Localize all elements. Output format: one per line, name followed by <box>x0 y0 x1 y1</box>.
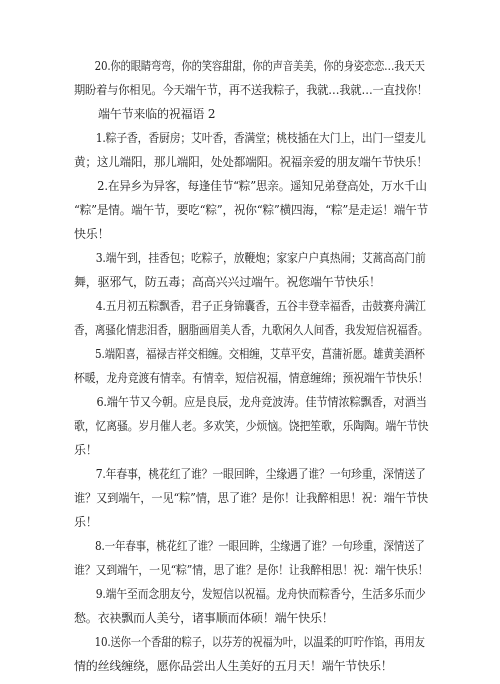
text-line: 5.端阳喜，福禄吉祥交相缠。交相缠，艾草平安，菖蒲祈愿。雄黄美酒杯 <box>95 347 425 361</box>
text-line: 谁？又到端午，一见“粽”情，思了谁？是你！让我醉相思！祝：端午节快 <box>74 491 428 505</box>
text-line: 杯暖，龙舟竞渡有情幸。有情幸，短信祝福，情意缠绵；预祝端午节快乐！ <box>74 371 429 385</box>
text-line: 乐！ <box>74 443 98 457</box>
text-line: 20.你的眼睛弯弯，你的笑容甜甜，你的声音美美，你的身姿恋恋…我天天 <box>94 59 425 73</box>
text-line: 黄；这儿端阳，那儿端阳，处处都端阳。祝福亲爱的朋友端午节快乐！ <box>74 155 428 169</box>
text-line: 期盼着与你相见。今天端午节，再不送我粽子，我就…我就…一直找你！ <box>74 83 428 97</box>
text-line: 快乐！ <box>74 227 110 241</box>
text-line: 10.送你一个香甜的粽子，以芬芳的祝福为叶，以温柔的叮咛作馅，再用友 <box>94 635 425 649</box>
text-line: 8.一年春事，桃花红了谁？一眼回眸，尘缘遇了谁？一句珍重，深情送了 <box>95 539 425 553</box>
text-line: 9.端午至而念朋友兮，发短信以祝福。龙舟快而粽香兮，生活多乐而少 <box>95 587 426 601</box>
text-line: 情的丝线缠绕，愿你品尝出人生美好的五月天！端午节快乐！ <box>74 659 393 673</box>
section-heading: 端午节来临的祝福语 2 <box>98 107 216 121</box>
article-body <box>74 60 428 684</box>
text-line: 6.端午节又今朝。应是良辰，龙舟竞波涛。佳节情浓粽飘香，对酒当 <box>96 395 427 409</box>
text-line: 7.年春事，桃花红了谁？一眼回眸，尘缘遇了谁？一句珍重，深情送了 <box>95 467 426 481</box>
text-line: 乐！ <box>74 515 98 529</box>
text-line: 1.粽子香，香厨房；艾叶香，香满堂；桃枝插在大门上，出门一望麦儿 <box>95 131 426 145</box>
text-line: 歌，忆离骚。岁月催人老。多欢笑，少烦恼。饶把笙歌，乐陶陶。端午节快 <box>74 419 429 433</box>
text-line: 愁。衣袂飘而人美兮，诸事顺而体硕！端午快乐！ <box>74 611 334 625</box>
text-line: 3.端午到，挂香包；吃粽子，放鞭炮；家家户户真热闹；艾蒿高高门前 <box>95 251 426 265</box>
text-line: 舞，驱邪气，防五毒；高高兴兴过端午。祝您端午节快乐！ <box>74 275 381 289</box>
text-line: 2.在异乡为异客，每逢佳节“粽”思亲。遥知兄弟登高处，万水千山 <box>97 179 427 193</box>
text-line: 谁？又到端午，一见“粽”情，思了谁？是你！让我醉相思！祝：端午快乐！ <box>74 563 429 577</box>
text-line: 香，离骚化情悲泪香，胭脂画眉美人香，九歌闲久人间香，我发短信祝福香。 <box>74 323 429 337</box>
text-line: “粽”是情。端午节，要吃“粽”，祝你“粽”横四海，“粽”是走运！端午节 <box>74 203 429 217</box>
text-line: 4.五月初五粽飘香，君子正身锦囊香，五谷丰登幸福香，击鼓赛舟满江 <box>95 299 426 313</box>
